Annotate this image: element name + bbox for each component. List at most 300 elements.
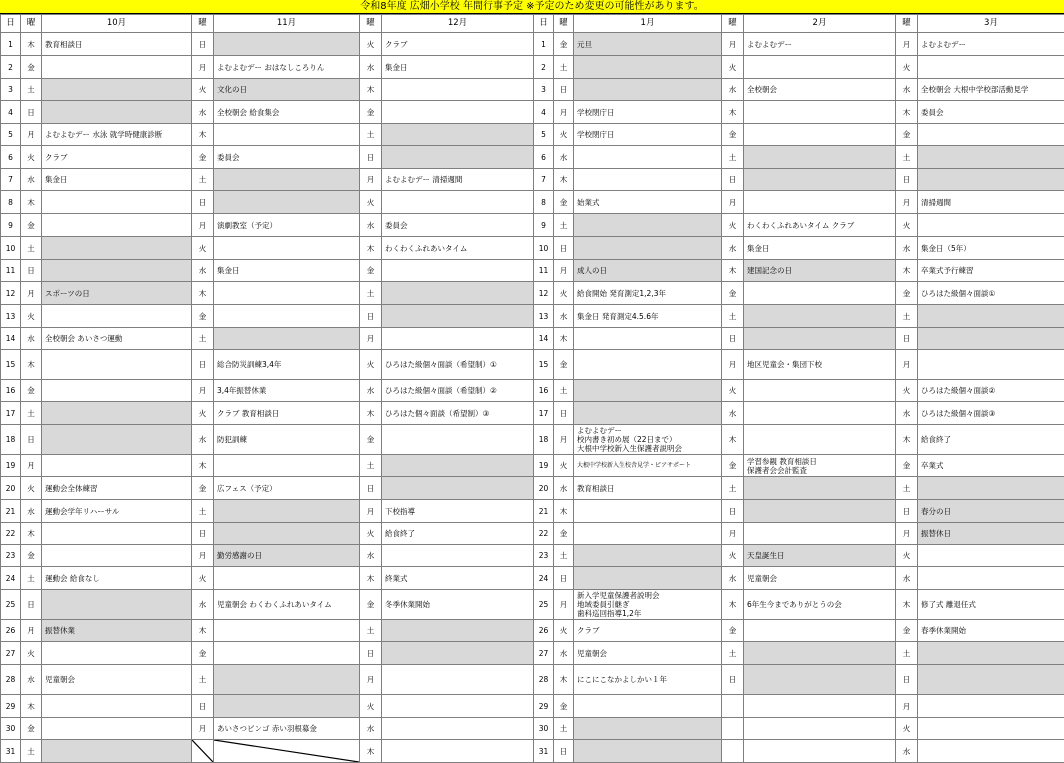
event-cell-nov [214, 620, 360, 642]
event-cell-nov: 勤労感謝の日 [214, 545, 360, 567]
event-cell-oct: 運動会学年リハーサル [42, 500, 192, 523]
weekday-dec: 金 [360, 260, 382, 282]
day-number-jan: 7 [534, 169, 554, 191]
day-number-jan: 27 [534, 642, 554, 665]
weekday-jan: 土 [554, 214, 574, 237]
event-cell-oct [42, 402, 192, 425]
day-number-oct: 26 [1, 620, 21, 642]
day-number-jan: 3 [534, 79, 554, 101]
event-cell-mar [918, 56, 1064, 79]
day-number-oct: 4 [1, 101, 21, 124]
event-cell-nov: 演劇教室（予定） [214, 214, 360, 237]
event-cell-jan [574, 237, 722, 260]
weekday-feb: 木 [722, 590, 744, 620]
weekday-nov: 水 [192, 260, 214, 282]
event-cell-nov: 児童朝会 わくわくふれあいタイム [214, 590, 360, 620]
header-day-oct: 日 [1, 15, 21, 33]
event-cell-mar [918, 328, 1064, 350]
weekday-oct: 日 [21, 101, 42, 124]
weekday-oct: 土 [21, 237, 42, 260]
weekday-feb: 水 [722, 567, 744, 590]
event-cell-nov [214, 169, 360, 191]
weekday-dec: 木 [360, 567, 382, 590]
weekday-jan: 木 [554, 328, 574, 350]
event-cell-nov [214, 191, 360, 214]
weekday-jan: 日 [554, 79, 574, 101]
header-row [1, 15, 1064, 33]
weekday-mar: 月 [896, 350, 918, 380]
weekday-nov: 土 [192, 169, 214, 191]
event-cell-oct [42, 79, 192, 101]
weekday-mar: 木 [896, 260, 918, 282]
event-cell-dec: よむよむデー 清掃週間 [382, 169, 534, 191]
weekday-feb: 金 [722, 124, 744, 146]
table-row [1, 350, 1064, 380]
weekday-feb: 金 [722, 620, 744, 642]
day-number-oct: 14 [1, 328, 21, 350]
weekday-mar: 火 [896, 718, 918, 740]
event-cell-mar [918, 124, 1064, 146]
weekday-nov: 木 [192, 620, 214, 642]
weekday-nov: 金 [192, 642, 214, 665]
event-cell-nov: クラブ 教育相談日 [214, 402, 360, 425]
table-row [1, 124, 1064, 146]
weekday-nov: 金 [192, 146, 214, 169]
weekday-mar: 火 [896, 380, 918, 402]
day-number-oct: 10 [1, 237, 21, 260]
day-number-jan: 19 [534, 455, 554, 477]
event-cell-nov [214, 237, 360, 260]
event-cell-nov [214, 567, 360, 590]
event-cell-oct: 集金日 [42, 169, 192, 191]
day-number-oct: 5 [1, 124, 21, 146]
event-cell-mar: 集金日（5年） [918, 237, 1064, 260]
event-cell-mar [918, 146, 1064, 169]
day-number-oct: 3 [1, 79, 21, 101]
event-cell-feb [744, 402, 896, 425]
table-row [1, 214, 1064, 237]
event-cell-dec [382, 740, 534, 763]
weekday-mar: 木 [896, 425, 918, 455]
day-number-oct: 29 [1, 695, 21, 718]
event-cell-oct: スポーツの日 [42, 282, 192, 305]
event-cell-oct: クラブ [42, 146, 192, 169]
event-cell-nov [214, 740, 360, 763]
event-cell-feb [744, 500, 896, 523]
table-row [1, 477, 1064, 500]
weekday-jan: 木 [554, 665, 574, 695]
event-cell-oct: 児童朝会 [42, 665, 192, 695]
event-cell-feb [744, 124, 896, 146]
weekday-nov: 水 [192, 425, 214, 455]
event-cell-dec: 下校指導 [382, 500, 534, 523]
weekday-nov: 日 [192, 695, 214, 718]
weekday-oct: 土 [21, 740, 42, 763]
event-cell-jan: よむよむデー 校内書き初め展（22日まで） 大根中学校新入生保護者説明会 [574, 425, 722, 455]
weekday-jan: 水 [554, 477, 574, 500]
weekday-feb: 火 [722, 56, 744, 79]
header-weekday-nov: 曜 [192, 15, 214, 33]
event-cell-dec: 集金日 [382, 56, 534, 79]
table-row [1, 146, 1064, 169]
event-cell-mar: 委員会 [918, 101, 1064, 124]
weekday-mar: 月 [896, 695, 918, 718]
event-cell-nov: 防犯訓練 [214, 425, 360, 455]
weekday-oct: 火 [21, 146, 42, 169]
event-cell-nov: 総合防災訓練3,4年 [214, 350, 360, 380]
event-cell-jan [574, 380, 722, 402]
table-row [1, 402, 1064, 425]
event-cell-dec: ひろはた個々面談（希望制）③ [382, 402, 534, 425]
event-cell-mar: ひろはた級個々面談① [918, 282, 1064, 305]
table-row [1, 101, 1064, 124]
event-cell-feb: 建国記念の日 [744, 260, 896, 282]
weekday-mar: 木 [896, 590, 918, 620]
header-month-nov: 11月 [214, 15, 360, 33]
weekday-dec: 金 [360, 425, 382, 455]
event-cell-jan: 大根中学校新入生校舎見学・ピアサポート [574, 455, 722, 477]
weekday-mar: 日 [896, 169, 918, 191]
event-cell-oct: 振替休業 [42, 620, 192, 642]
weekday-dec: 木 [360, 402, 382, 425]
event-cell-nov [214, 282, 360, 305]
event-cell-feb [744, 695, 896, 718]
weekday-feb: 水 [722, 237, 744, 260]
event-cell-feb [744, 328, 896, 350]
event-cell-mar: 全校朝会 大根中学校部活動見学 [918, 79, 1064, 101]
weekday-dec: 火 [360, 695, 382, 718]
weekday-feb: 木 [722, 425, 744, 455]
weekday-oct: 火 [21, 642, 42, 665]
weekday-mar: 火 [896, 545, 918, 567]
weekday-jan: 火 [554, 282, 574, 305]
event-cell-mar: 振替休日 [918, 523, 1064, 545]
day-number-oct: 15 [1, 350, 21, 380]
weekday-dec: 木 [360, 79, 382, 101]
weekday-jan: 金 [554, 191, 574, 214]
event-cell-jan [574, 718, 722, 740]
weekday-dec: 火 [360, 350, 382, 380]
weekday-dec: 月 [360, 169, 382, 191]
event-cell-dec [382, 620, 534, 642]
event-cell-nov: 広フェス（予定） [214, 477, 360, 500]
day-number-jan: 12 [534, 282, 554, 305]
event-cell-oct [42, 237, 192, 260]
event-cell-feb [744, 425, 896, 455]
day-number-oct: 12 [1, 282, 21, 305]
weekday-feb: 月 [722, 33, 744, 56]
event-cell-jan: 元旦 [574, 33, 722, 56]
day-number-jan: 22 [534, 523, 554, 545]
day-number-oct: 24 [1, 567, 21, 590]
weekday-mar: 火 [896, 214, 918, 237]
day-number-jan: 10 [534, 237, 554, 260]
weekday-dec: 水 [360, 214, 382, 237]
weekday-oct: 木 [21, 695, 42, 718]
event-cell-dec: 給食終了 [382, 523, 534, 545]
table-row [1, 328, 1064, 350]
day-number-jan: 14 [534, 328, 554, 350]
header-month-jan: 1月 [574, 15, 722, 33]
event-cell-dec: 冬季休業開始 [382, 590, 534, 620]
weekday-mar: 月 [896, 523, 918, 545]
weekday-dec: 土 [360, 124, 382, 146]
weekday-feb: 火 [722, 545, 744, 567]
weekday-dec: 日 [360, 146, 382, 169]
weekday-nov: 水 [192, 590, 214, 620]
weekday-oct: 金 [21, 214, 42, 237]
day-number-oct: 8 [1, 191, 21, 214]
table-row [1, 425, 1064, 455]
weekday-dec: 火 [360, 33, 382, 56]
day-number-jan: 20 [534, 477, 554, 500]
weekday-feb: 土 [722, 305, 744, 328]
weekday-dec: 日 [360, 642, 382, 665]
day-number-jan: 6 [534, 146, 554, 169]
weekday-mar: 月 [896, 33, 918, 56]
event-cell-feb [744, 101, 896, 124]
event-cell-feb [744, 740, 896, 763]
weekday-dec: 木 [360, 740, 382, 763]
event-cell-oct [42, 380, 192, 402]
event-cell-dec [382, 146, 534, 169]
event-cell-feb: 児童朝会 [744, 567, 896, 590]
weekday-feb: 火 [722, 214, 744, 237]
day-number-jan: 21 [534, 500, 554, 523]
event-cell-nov [214, 33, 360, 56]
weekday-jan: 月 [554, 590, 574, 620]
weekday-mar: 土 [896, 642, 918, 665]
weekday-jan: 木 [554, 500, 574, 523]
event-cell-dec [382, 260, 534, 282]
weekday-oct: 木 [21, 350, 42, 380]
event-cell-dec [382, 695, 534, 718]
event-cell-feb [744, 169, 896, 191]
day-number-oct: 1 [1, 33, 21, 56]
event-cell-jan: 始業式 [574, 191, 722, 214]
weekday-oct: 月 [21, 455, 42, 477]
weekday-mar: 土 [896, 477, 918, 500]
event-cell-nov: よむよむデー おはなしころりん [214, 56, 360, 79]
weekday-jan: 金 [554, 695, 574, 718]
event-cell-jan: 学校閉庁日 [574, 124, 722, 146]
weekday-nov: 火 [192, 237, 214, 260]
day-number-oct: 23 [1, 545, 21, 567]
weekday-nov: 火 [192, 79, 214, 101]
day-number-jan: 29 [534, 695, 554, 718]
event-cell-feb: 天皇誕生日 [744, 545, 896, 567]
weekday-jan: 土 [554, 56, 574, 79]
event-cell-nov [214, 695, 360, 718]
event-cell-jan: 給食開始 発育測定1,2,3年 [574, 282, 722, 305]
table-row [1, 282, 1064, 305]
weekday-jan: 月 [554, 101, 574, 124]
weekday-feb [722, 695, 744, 718]
event-cell-dec [382, 328, 534, 350]
event-cell-jan [574, 169, 722, 191]
event-cell-mar [918, 350, 1064, 380]
weekday-mar: 日 [896, 665, 918, 695]
weekday-oct: 土 [21, 567, 42, 590]
weekday-jan: 月 [554, 425, 574, 455]
weekday-nov: 金 [192, 477, 214, 500]
event-cell-oct [42, 350, 192, 380]
weekday-oct: 金 [21, 380, 42, 402]
weekday-nov [192, 740, 214, 763]
event-cell-feb [744, 191, 896, 214]
event-cell-jan [574, 56, 722, 79]
schedule-body [1, 33, 1064, 763]
event-cell-dec [382, 305, 534, 328]
table-row [1, 455, 1064, 477]
day-number-jan: 13 [534, 305, 554, 328]
annual-schedule-table [0, 14, 1064, 763]
weekday-nov: 月 [192, 56, 214, 79]
weekday-mar: 水 [896, 237, 918, 260]
weekday-nov: 木 [192, 124, 214, 146]
weekday-mar: 土 [896, 146, 918, 169]
table-row [1, 260, 1064, 282]
event-cell-mar [918, 718, 1064, 740]
event-cell-oct [42, 642, 192, 665]
weekday-mar: 金 [896, 620, 918, 642]
day-number-oct: 2 [1, 56, 21, 79]
day-number-jan: 18 [534, 425, 554, 455]
weekday-nov: 土 [192, 665, 214, 695]
day-number-oct: 18 [1, 425, 21, 455]
weekday-oct: 月 [21, 124, 42, 146]
weekday-oct: 木 [21, 191, 42, 214]
event-cell-oct: 教育相談日 [42, 33, 192, 56]
day-number-oct: 22 [1, 523, 21, 545]
event-cell-jan [574, 740, 722, 763]
weekday-oct: 木 [21, 33, 42, 56]
day-number-oct: 6 [1, 146, 21, 169]
weekday-oct: 金 [21, 56, 42, 79]
event-cell-nov [214, 455, 360, 477]
weekday-nov: 火 [192, 402, 214, 425]
event-cell-feb: よむよむデー [744, 33, 896, 56]
day-number-jan: 16 [534, 380, 554, 402]
weekday-dec: 木 [360, 237, 382, 260]
event-cell-dec: わくわくふれあいタイム [382, 237, 534, 260]
day-number-oct: 21 [1, 500, 21, 523]
event-cell-mar: 給食終了 [918, 425, 1064, 455]
weekday-mar: 金 [896, 124, 918, 146]
header-weekday-feb: 曜 [722, 15, 744, 33]
weekday-nov: 日 [192, 33, 214, 56]
day-number-jan: 17 [534, 402, 554, 425]
day-number-oct: 11 [1, 260, 21, 282]
event-cell-jan: 児童朝会 [574, 642, 722, 665]
weekday-dec: 日 [360, 477, 382, 500]
day-number-oct: 17 [1, 402, 21, 425]
event-cell-dec [382, 191, 534, 214]
weekday-oct: 火 [21, 477, 42, 500]
event-cell-jan [574, 402, 722, 425]
weekday-oct: 土 [21, 402, 42, 425]
weekday-feb: 土 [722, 642, 744, 665]
day-number-jan: 26 [534, 620, 554, 642]
weekday-oct: 金 [21, 545, 42, 567]
event-cell-oct [42, 455, 192, 477]
weekday-feb [722, 740, 744, 763]
weekday-dec: 月 [360, 500, 382, 523]
event-cell-feb [744, 523, 896, 545]
weekday-jan: 火 [554, 124, 574, 146]
event-cell-mar [918, 642, 1064, 665]
event-cell-mar: 春季休業開始 [918, 620, 1064, 642]
day-number-jan: 31 [534, 740, 554, 763]
event-cell-mar: 卒業式予行練習 [918, 260, 1064, 282]
weekday-feb: 日 [722, 169, 744, 191]
event-cell-jan [574, 328, 722, 350]
weekday-feb: 月 [722, 191, 744, 214]
weekday-feb: 木 [722, 260, 744, 282]
event-cell-oct: 運動会全体練習 [42, 477, 192, 500]
weekday-mar: 水 [896, 402, 918, 425]
day-number-oct: 13 [1, 305, 21, 328]
event-cell-oct [42, 191, 192, 214]
event-cell-jan: 教育相談日 [574, 477, 722, 500]
weekday-oct: 土 [21, 79, 42, 101]
event-cell-oct [42, 305, 192, 328]
weekday-dec: 金 [360, 101, 382, 124]
event-cell-feb [744, 146, 896, 169]
weekday-feb: 木 [722, 101, 744, 124]
event-cell-feb: 6年生今までありがとうの会 [744, 590, 896, 620]
day-number-jan: 4 [534, 101, 554, 124]
day-number-jan: 25 [534, 590, 554, 620]
event-cell-feb: 学習参観 教育相談日 保護者会会計監査 [744, 455, 896, 477]
weekday-dec: 月 [360, 665, 382, 695]
day-number-jan: 11 [534, 260, 554, 282]
day-number-oct: 30 [1, 718, 21, 740]
weekday-mar: 水 [896, 79, 918, 101]
event-cell-feb [744, 56, 896, 79]
event-cell-feb [744, 665, 896, 695]
event-cell-dec [382, 455, 534, 477]
weekday-oct: 日 [21, 260, 42, 282]
day-number-oct: 31 [1, 740, 21, 763]
event-cell-jan [574, 695, 722, 718]
day-number-jan: 15 [534, 350, 554, 380]
weekday-jan: 日 [554, 740, 574, 763]
event-cell-feb [744, 305, 896, 328]
weekday-dec: 水 [360, 545, 382, 567]
event-cell-oct [42, 695, 192, 718]
table-row [1, 740, 1064, 763]
event-cell-oct [42, 523, 192, 545]
event-cell-feb: わくわくふれあいタイム クラブ [744, 214, 896, 237]
day-number-jan: 28 [534, 665, 554, 695]
event-cell-feb [744, 380, 896, 402]
weekday-nov: 火 [192, 567, 214, 590]
day-number-jan: 1 [534, 33, 554, 56]
event-cell-oct [42, 56, 192, 79]
weekday-feb: 火 [722, 380, 744, 402]
header-weekday-dec: 曜 [360, 15, 382, 33]
diagonal-strike-event [214, 740, 359, 762]
event-cell-dec [382, 665, 534, 695]
weekday-jan: 火 [554, 455, 574, 477]
weekday-feb: 金 [722, 282, 744, 305]
event-cell-oct: 運動会 給食なし [42, 567, 192, 590]
weekday-nov: 月 [192, 380, 214, 402]
weekday-dec: 土 [360, 455, 382, 477]
header-weekday-mar: 曜 [896, 15, 918, 33]
event-cell-mar [918, 567, 1064, 590]
